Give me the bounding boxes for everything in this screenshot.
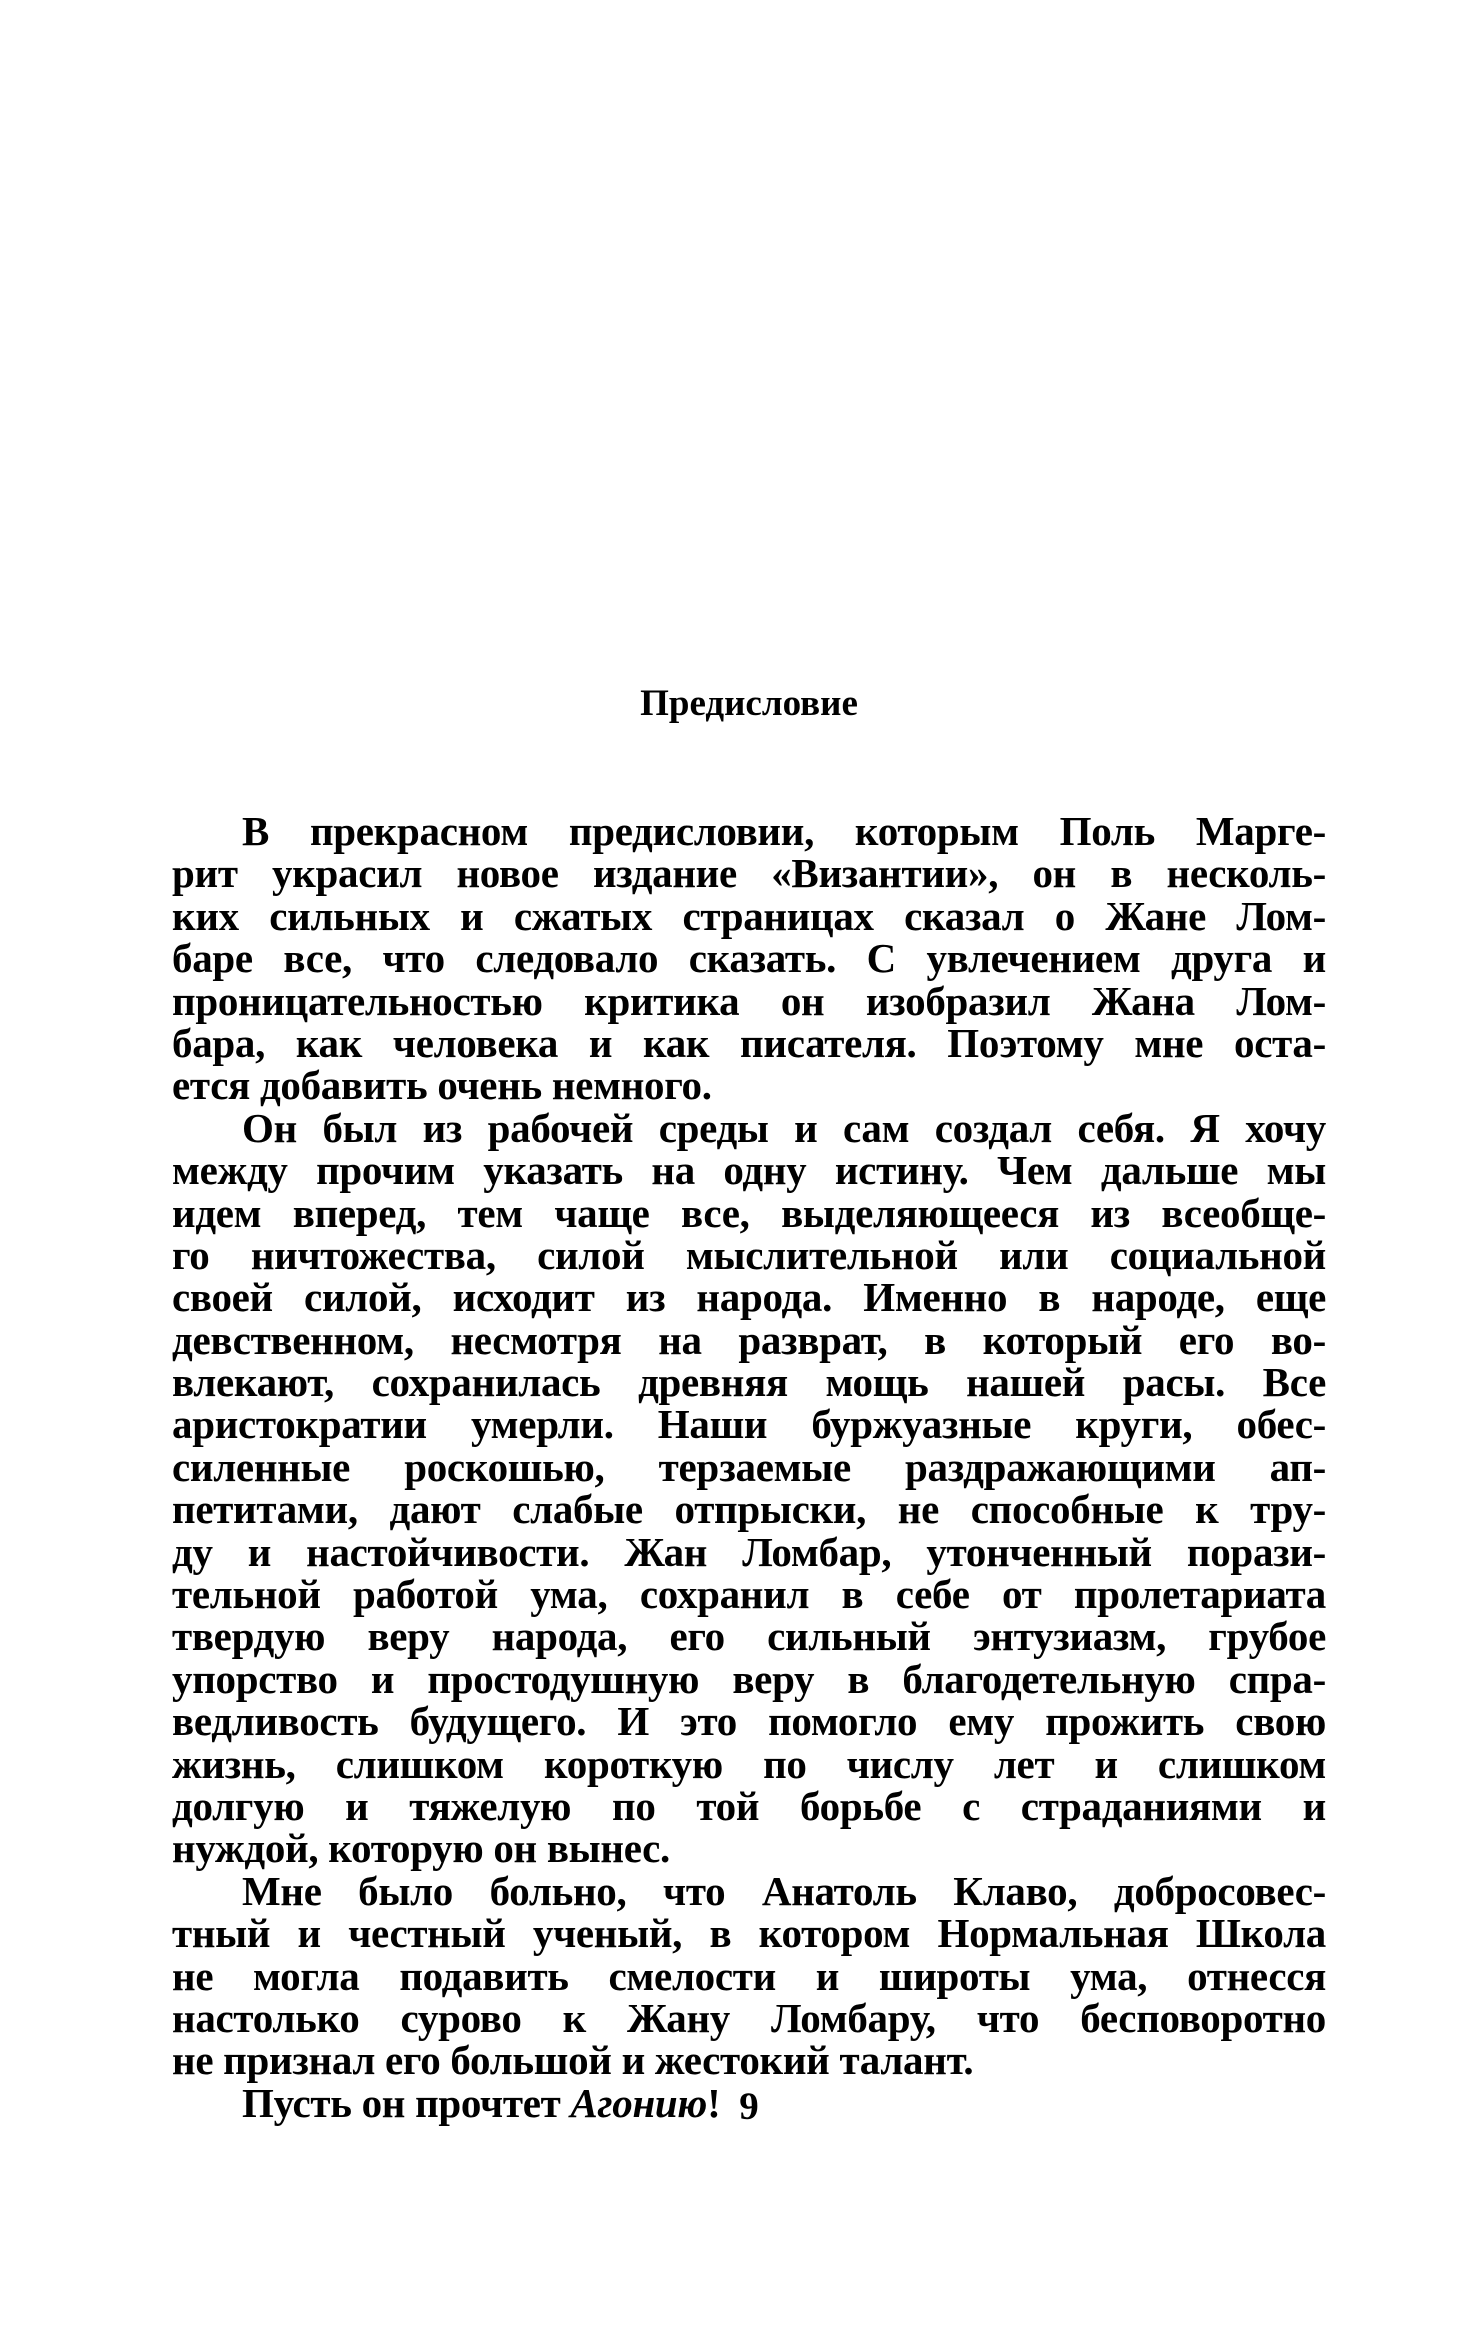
text-line: девственном, несмотря на разврат, в который его во- (172, 1316, 1326, 1363)
text-line: долгую и тяжелую по той борьбе с страданиями и (172, 1782, 1326, 1829)
text-line: аристократии умерли. Наши буржуазные круги, обес- (172, 1401, 1326, 1448)
text-line: петитами, дают слабые отпрыски, не способные к тру- (172, 1486, 1326, 1533)
text-line: нуждой, которую он вынес. (172, 1825, 670, 1872)
text-line: Он был из рабочей среды и сам создал себя. Я хочу (242, 1104, 1326, 1151)
page-number: 9 (739, 2085, 759, 2128)
closing-prefix: Пусть он прочтет (242, 2079, 571, 2126)
text-line: ведливость будущего. И это помогло ему прожить свою (172, 1698, 1326, 1745)
paragraph-1 (172, 810, 1326, 1107)
page-title: Предисловие (640, 683, 858, 724)
text-line: бара, как человека и как писателя. Поэтому мне оста- (172, 1019, 1326, 1066)
text-line: влекают, сохранилась древняя мощь нашей расы. Все (172, 1359, 1326, 1406)
text-line: ется добавить очень немного. (172, 1062, 712, 1109)
text-line: тельной работой ума, сохранил в себе от пролетариата (172, 1571, 1326, 1618)
text-line: не могла подавить смелости и широты ума, отнесся (172, 1952, 1326, 1999)
text-line: проницательностью критика он изобразил Жана Лом- (172, 977, 1326, 1024)
text-line: упорство и простодушную веру в благодетельную спра- (172, 1655, 1326, 1702)
text-line: ких сильных и сжатых страницах сказал о Жане Лом- (172, 892, 1326, 939)
book-title-emphasis: Агонию (570, 2079, 708, 2126)
closing-suffix: ! (707, 2079, 721, 2126)
book-page (172, 0, 1326, 2337)
text-line: тный и честный ученый, в котором Нормальная Школа (172, 1910, 1326, 1957)
text-line: идем вперед, тем чаще все, выделяющееся из всеобще- (172, 1189, 1326, 1236)
text-line: не признал его большой и жестокий талант. (172, 2037, 974, 2084)
text-line: ду и настойчивости. Жан Ломбар, утонченный порази- (172, 1528, 1326, 1575)
text-line: своей силой, исходит из народа. Именно в народе, еще (172, 1274, 1326, 1321)
paragraph-2 (172, 1104, 1326, 1872)
text-line: между прочим указать на одну истину. Чем дальше мы (172, 1147, 1326, 1194)
text-line: рит украсил новое издание «Византии», он в несколь- (172, 850, 1326, 897)
text-line: твердую веру народа, его сильный энтузиазм, грубое (172, 1613, 1326, 1660)
body-text (172, 810, 1326, 2124)
text-line: го ничтожества, силой мыслительной или социальной (172, 1231, 1326, 1278)
paragraph-3 (172, 1867, 1326, 2084)
text-line: В прекрасном предисловии, которым Поль Марге- (242, 808, 1326, 854)
text-line: силенные роскошью, терзаемые раздражающими ап- (172, 1443, 1326, 1490)
text-line: Мне было больно, что Анатоль Клаво, добросовес- (242, 1867, 1326, 1914)
text-line: настолько сурово к Жану Ломбару, что бесповоротно (172, 1994, 1326, 2041)
text-line: баре все, что следовало сказать. С увлечением друга и (172, 935, 1326, 982)
text-line: жизнь, слишком короткую по числу лет и слишком (172, 1740, 1326, 1787)
